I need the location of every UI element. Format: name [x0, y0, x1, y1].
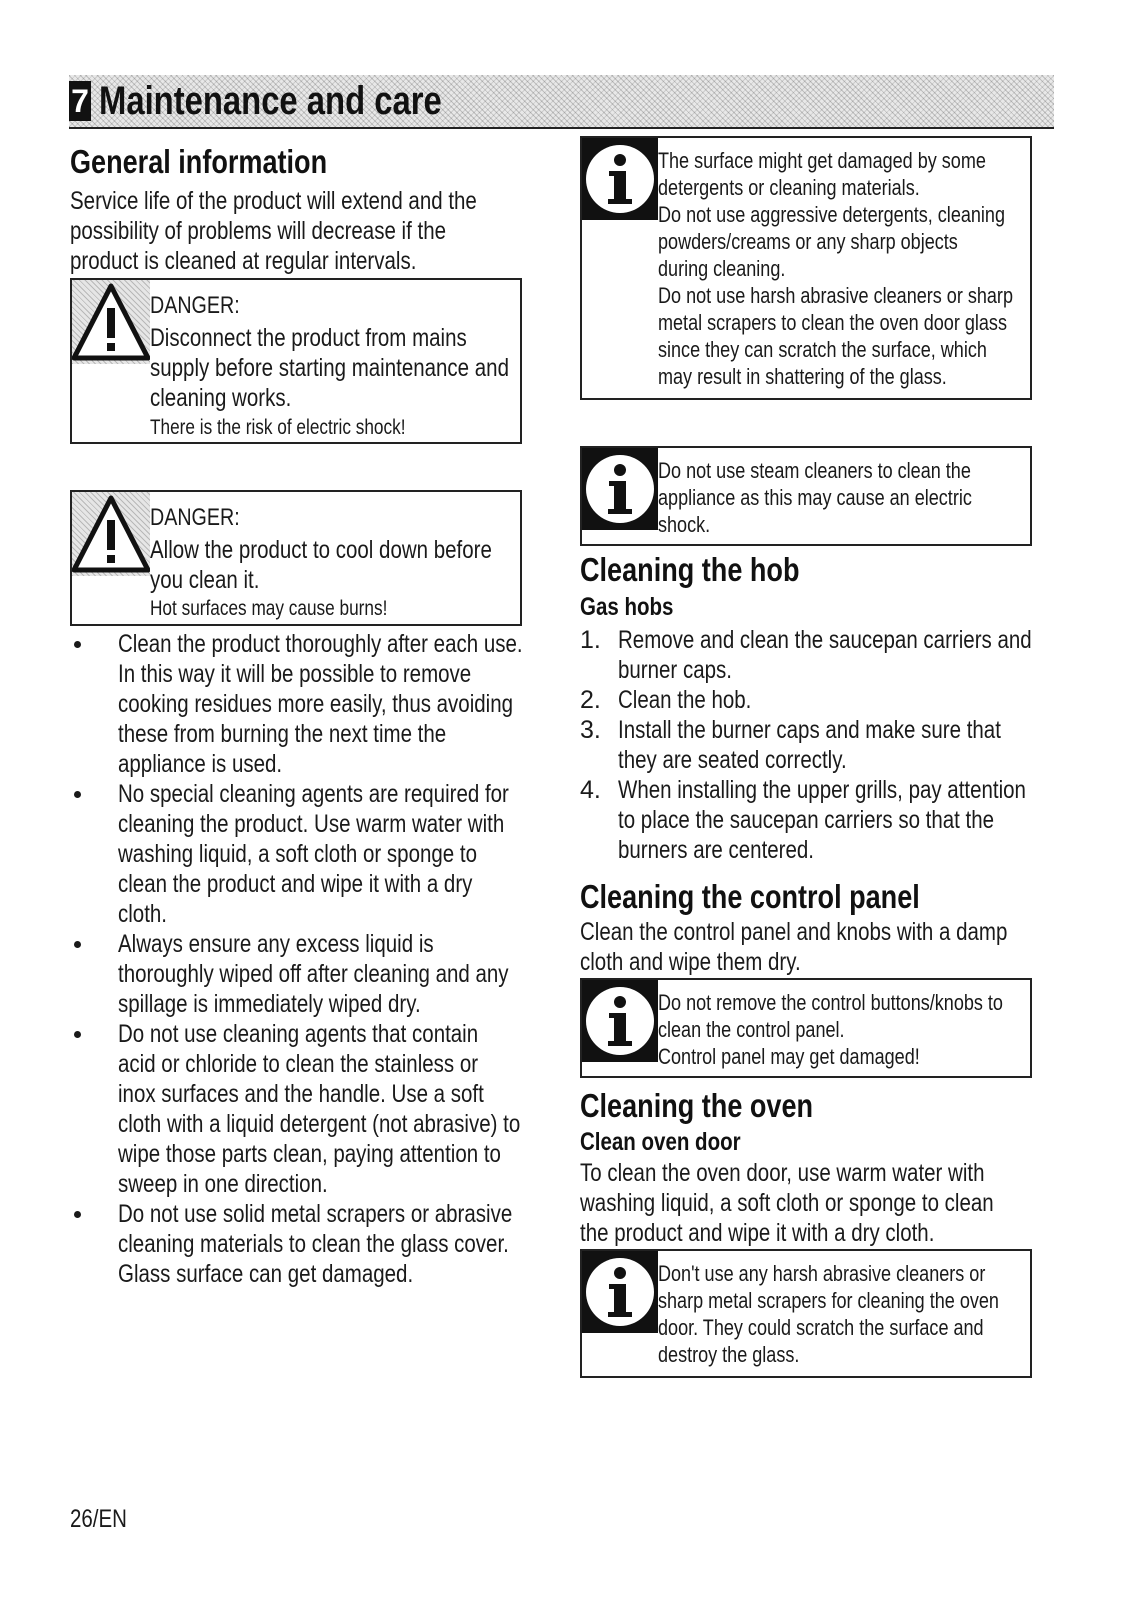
- oven-text: To clean the oven door, use warm water with washing liquid, a soft cloth or sponge to clean the product and wipe it with a dry cloth.: [580, 1159, 994, 1247]
- general-intro: Service life of the product will extend and the possibility of problems will decrease if the product is cleaned at regular intervals.: [70, 187, 477, 275]
- oven-door-subheading: Clean oven door: [580, 1128, 741, 1156]
- chapter-title: Maintenance and care: [99, 79, 442, 123]
- cleaning-bullets: [70, 629, 542, 1289]
- warning-triangle-icon: [72, 492, 150, 576]
- page-number: 26/EN: [70, 1505, 127, 1533]
- list-item: No special cleaning agents are required for cleaning the product. Use warm water with washing liquid, a soft cloth or sponge to clean the product and wipe it with a dry cloth.: [70, 779, 542, 929]
- info-box-detergents: [580, 136, 1032, 400]
- info-icon: [582, 448, 658, 530]
- list-item: 3. Install the burner caps and make sure that they are seated correctly.: [580, 716, 1001, 774]
- info-box-steam: [580, 446, 1032, 546]
- info-icon: [582, 980, 658, 1062]
- info-text: Do not use steam cleaners to clean the appliance as this may cause an electric shock.: [658, 458, 972, 537]
- chapter-number: 7: [69, 81, 91, 121]
- gas-hobs-subheading: Gas hobs: [580, 593, 674, 621]
- info-text: The surface might get damaged by some detergents or cleaning materials. Do not use aggressive detergents, cleaning powders/creams or any sharp objects during cleaning. Do not use harsh abrasive cleaners or sharp metal scrapers to clean the oven door glass since they can scratch the surface, which may result in shattering of the glass.: [658, 148, 1013, 389]
- list-item: 2. Clean the hob.: [580, 686, 752, 714]
- hob-steps: [580, 625, 1050, 865]
- list-item: Clean the product thoroughly after each use. In this way it will be possible to remove cooking residues more easily, thus avoiding these from burning the next time the appliance is used.: [70, 629, 542, 779]
- warning-triangle-icon: [72, 280, 150, 364]
- oven-heading: Cleaning the oven: [580, 1087, 814, 1124]
- list-item: Do not use cleaning agents that contain acid or chloride to clean the stainless or inox surfaces and the handle. Use a soft cloth with a liquid detergent (not abrasive) to wipe those parts clean, paying attention to sweep in one direction.: [70, 1019, 542, 1199]
- danger-note: There is the risk of electric shock!: [150, 416, 406, 439]
- right-column: [580, 134, 1050, 1378]
- list-item: Always ensure any excess liquid is thoroughly wiped off after cleaning and any spillage is immediately wiped dry.: [70, 929, 542, 1019]
- left-column: [70, 142, 542, 1289]
- list-item: 1. Remove and clean the saucepan carriers and burner caps.: [580, 626, 1032, 684]
- danger-note: Hot surfaces may cause burns!: [150, 597, 388, 620]
- danger-box-burns: [70, 490, 522, 626]
- info-box-oven-door: [580, 1249, 1032, 1378]
- danger-title: DANGER:: [150, 292, 240, 319]
- danger-box-electric: [70, 278, 522, 444]
- control-panel-heading: Cleaning the control panel: [580, 878, 920, 915]
- list-item: Do not use solid metal scrapers or abrasive cleaning materials to clean the glass cover. Glass surface can get damaged.: [70, 1199, 542, 1289]
- info-icon: [582, 138, 658, 220]
- info-box-control-panel: [580, 978, 1032, 1078]
- info-text: Do not remove the control buttons/knobs to clean the control panel. Control panel may get damaged!: [658, 990, 1003, 1069]
- danger-text: Allow the product to cool down before you clean it.: [150, 536, 492, 594]
- danger-title: DANGER:: [150, 504, 240, 531]
- general-info-heading: General information: [70, 143, 328, 180]
- info-text: Don't use any harsh abrasive cleaners or sharp metal scrapers for cleaning the oven door. They could scratch the surface and destroy the glass.: [658, 1261, 999, 1367]
- info-icon: [582, 1251, 658, 1333]
- control-panel-text: Clean the control panel and knobs with a damp cloth and wipe them dry.: [580, 918, 1008, 976]
- chapter-header: [69, 75, 1054, 129]
- list-item: 4. When installing the upper grills, pay attention to place the saucepan carriers so that the burners are centered.: [580, 776, 1026, 864]
- danger-text: Disconnect the product from mains supply before starting maintenance and cleaning works.: [150, 324, 509, 412]
- hob-heading: Cleaning the hob: [580, 551, 800, 588]
